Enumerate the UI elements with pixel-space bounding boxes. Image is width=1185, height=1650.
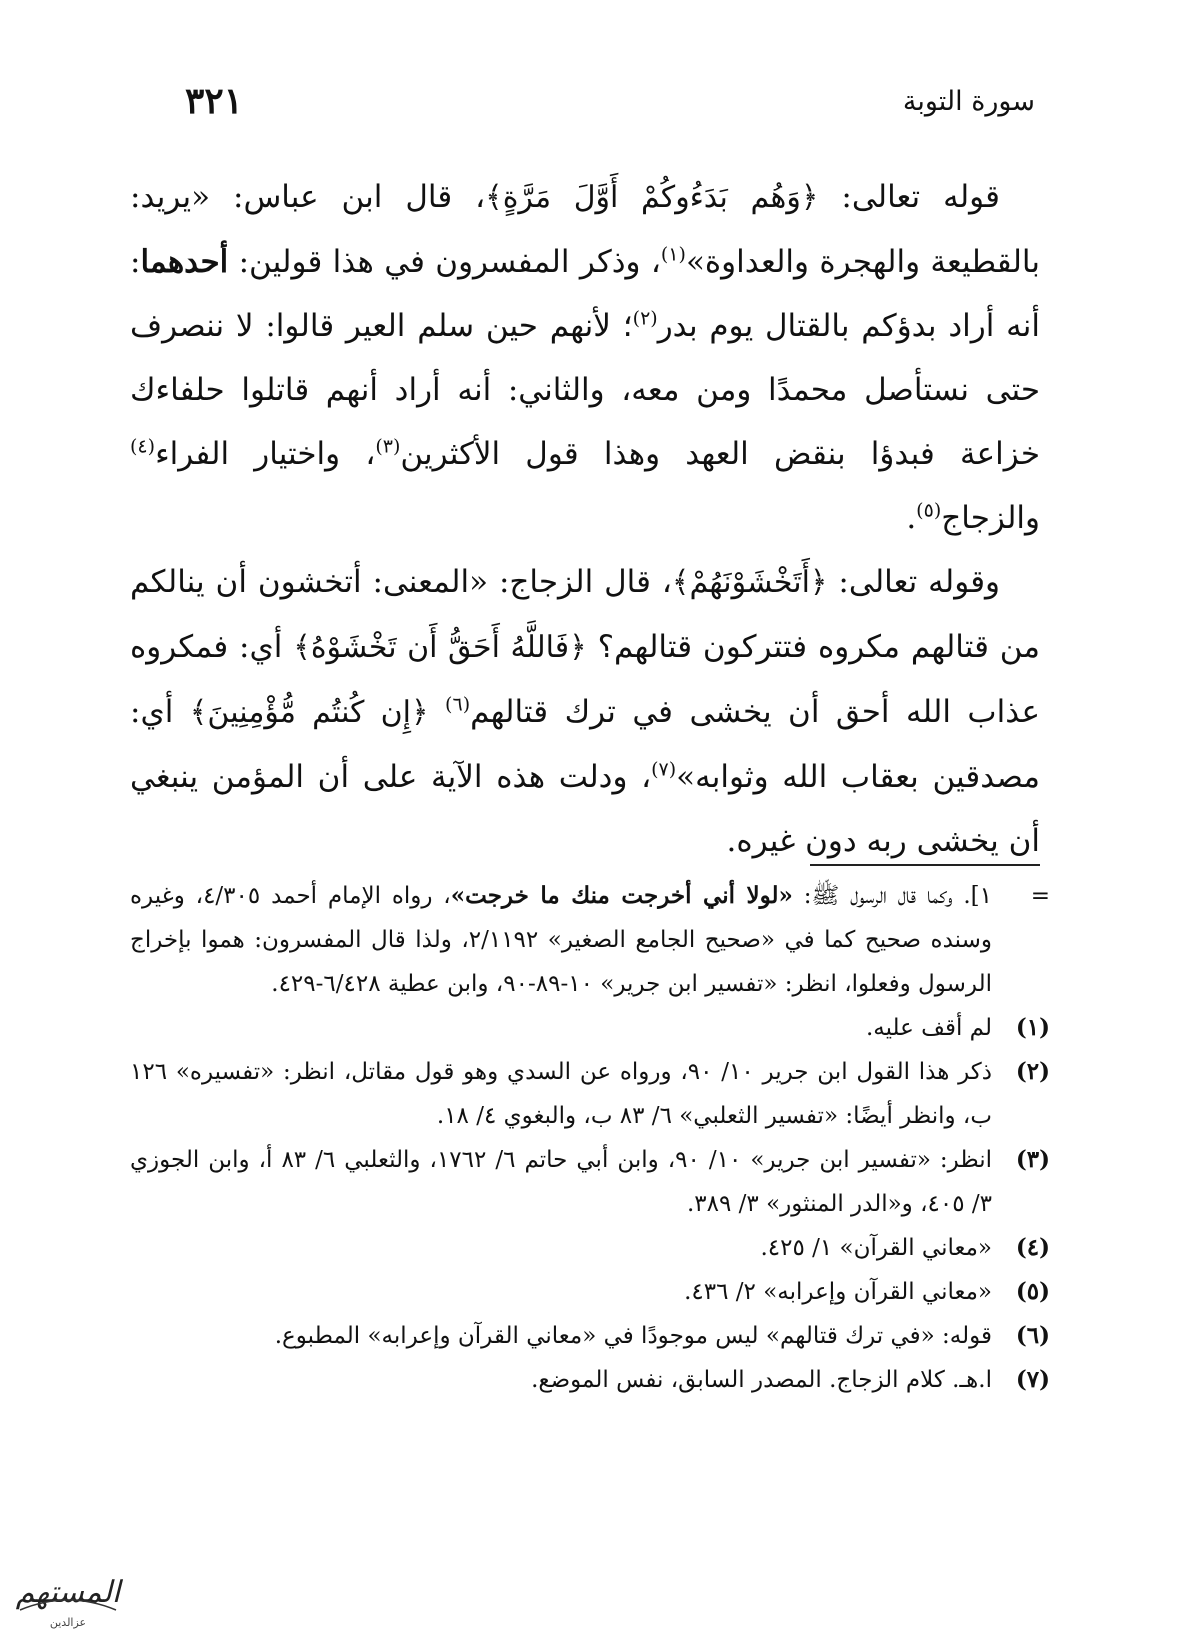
text-run: والزجاج: [941, 500, 1040, 536]
footnote-ref: (٧): [651, 758, 677, 781]
footnote-text: ا.هـ. كلام الزجاج. المصدر السابق، نفس الموضع.: [531, 1367, 992, 1393]
quran-verse: ﴿إِن كُنتُم مُّؤْمِنِينَ﴾: [189, 695, 429, 730]
footnote-5: [130, 1270, 1050, 1314]
footnote-number: (٢): [1015, 1058, 1050, 1085]
text-run: [429, 694, 445, 730]
footnote-continuation: [130, 874, 1050, 1006]
footnote-6: [130, 1314, 1050, 1358]
quran-verse: ﴿فَاللَّهُ أَحَقُّ أَن تَخْشَوْهُ﴾: [293, 630, 587, 665]
footnote-text: لم أقف عليه.: [865, 1015, 992, 1041]
text-run: قوله تعالى:: [818, 179, 1000, 215]
footnote-text: «معاني القرآن وإعرابه» ٢/ ٤٣٦.: [684, 1279, 992, 1305]
footnote-number: (٣): [1015, 1146, 1050, 1173]
footnote-ref: (٣): [375, 435, 401, 458]
footnote-text: قوله: «في ترك قتالهم» ليس موجودًا في «معاني القرآن وإعرابه» المطبوع.: [274, 1323, 992, 1349]
footnote-3: [130, 1138, 1050, 1226]
footnote-2: [130, 1050, 1050, 1138]
footnote-number: (٤): [1015, 1234, 1050, 1261]
footnote-ref: (٤): [130, 435, 156, 458]
footnote-divider: [810, 864, 1040, 866]
footnote-number: (١): [1015, 1014, 1050, 1041]
footnote-7: [130, 1358, 1050, 1402]
footnotes: [130, 874, 1050, 1402]
footnote-number: (٦): [1015, 1322, 1050, 1349]
footnote-text: «معاني القرآن» ١/ ٤٢٥.: [760, 1235, 992, 1261]
paragraph-2: [130, 550, 1040, 873]
footnote-ref: (٢): [632, 307, 658, 330]
footnote-number: (٥): [1015, 1278, 1050, 1305]
footnote-number: (٧): [1015, 1366, 1050, 1393]
text-run: وقوله تعالى:: [827, 564, 1000, 600]
text-run: : أنه أراد بدؤكم بالقتال يوم بدر: [130, 244, 1040, 344]
text-run: .: [906, 500, 917, 536]
footnote-1: [130, 1006, 1050, 1050]
quran-verse: ﴿وَهُم بَدَءُوكُمْ أَوَّلَ مَرَّةٍ﴾: [485, 180, 819, 215]
library-seal-logo: [8, 1560, 128, 1640]
text-run: ، واختيار الفراء: [155, 436, 376, 472]
main-text: [130, 165, 1040, 873]
footnote-text: [130, 874, 992, 1006]
text-run: ، وذكر المفسرون في هذا قولين:: [228, 244, 661, 280]
footnote-text: انظر: «تفسير ابن جرير» ١٠/ ٩٠، وابن أبي حاتم ٦/ ١٧٦٢، والثعلبي ٦/ ٨٣ أ، وابن الجوزي ٣/ ٤٠٥، و«الدر المنثور» ٣/ ٣٨٩.: [130, 1147, 993, 1217]
bold-text: «لولا أني أخرجت منك ما خرجت»: [450, 882, 793, 909]
text-run: أي: فمكروه عذاب الله أحق أن يخشى في ترك قتالهم: [130, 629, 1040, 730]
text-run: ١]. وكما قال الرسول ﷺ:: [792, 883, 992, 909]
footnote-text: ذكر هذا القول ابن جرير ١٠/ ٩٠، ورواه عن السدي وهو قول مقاتل، انظر: «تفسيره» ١٢٦ ب، وانظر أيضًا: «تفسير الثعلبي» ٦/ ٨٣ ب، والبغوي ٤/ ١٨.: [130, 1059, 992, 1129]
quran-verse: ﴿أَتَخْشَوْنَهُمْ﴾: [671, 565, 828, 600]
footnote-ref: (٥): [916, 499, 942, 522]
page-number: ٣٢١: [185, 80, 244, 122]
footnote-ref: (١): [660, 243, 686, 266]
text-run: ؛ لأنهم حين سلم العير قالوا: لا ننصرف حتى نستأصل محمدًا ومن معه، والثاني: أنه أراد أنهم قاتلوا حلفاءك خزاعة فبدؤا بنقض العهد وهذا قول الأكثرين: [130, 308, 1040, 472]
continuation-mark: =: [1030, 883, 1050, 909]
page-header: [185, 80, 1035, 130]
text-run: ، قال ابن عباس: «يريد: بالقطيعة والهجرة والعداوة»: [130, 179, 1040, 280]
paragraph-1: [130, 165, 1040, 550]
svg-text:المستهم: المستهم: [15, 1575, 121, 1610]
svg-text:عزالدين: عزالدين: [49, 1616, 87, 1629]
text-run: أي: مصدقين بعقاب الله وثوابه»: [130, 694, 1040, 795]
footnote-4: [130, 1226, 1050, 1270]
text-run: ، ودلت هذه الآية على أن المؤمن ينبغي أن يخشى ربه دون غيره.: [130, 759, 1040, 859]
text-run: ، رواه الإمام أحمد ٤/٣٠٥، وغيره وسنده صحيح كما في «صحيح الجامع الصغير» ٢/١١٩٢، ولذا قال المفسرون: هموا بإخراج الرسول وفعلوا، انظر: «تفسير ابن جرير» ١٠-٨٩-٩٠، وابن عطية ٦/٤٢٨-٤٢٩.: [130, 883, 992, 997]
text-run: ، قال الزجاج: «المعنى: أتخشون أن ينالكم من قتالهم مكروه فتتركون قتالهم؟: [130, 564, 1040, 665]
surah-name: سورة التوبة: [902, 86, 1035, 117]
bold-text: أحدهما: [140, 244, 229, 280]
footnote-ref: (٦): [445, 693, 471, 716]
